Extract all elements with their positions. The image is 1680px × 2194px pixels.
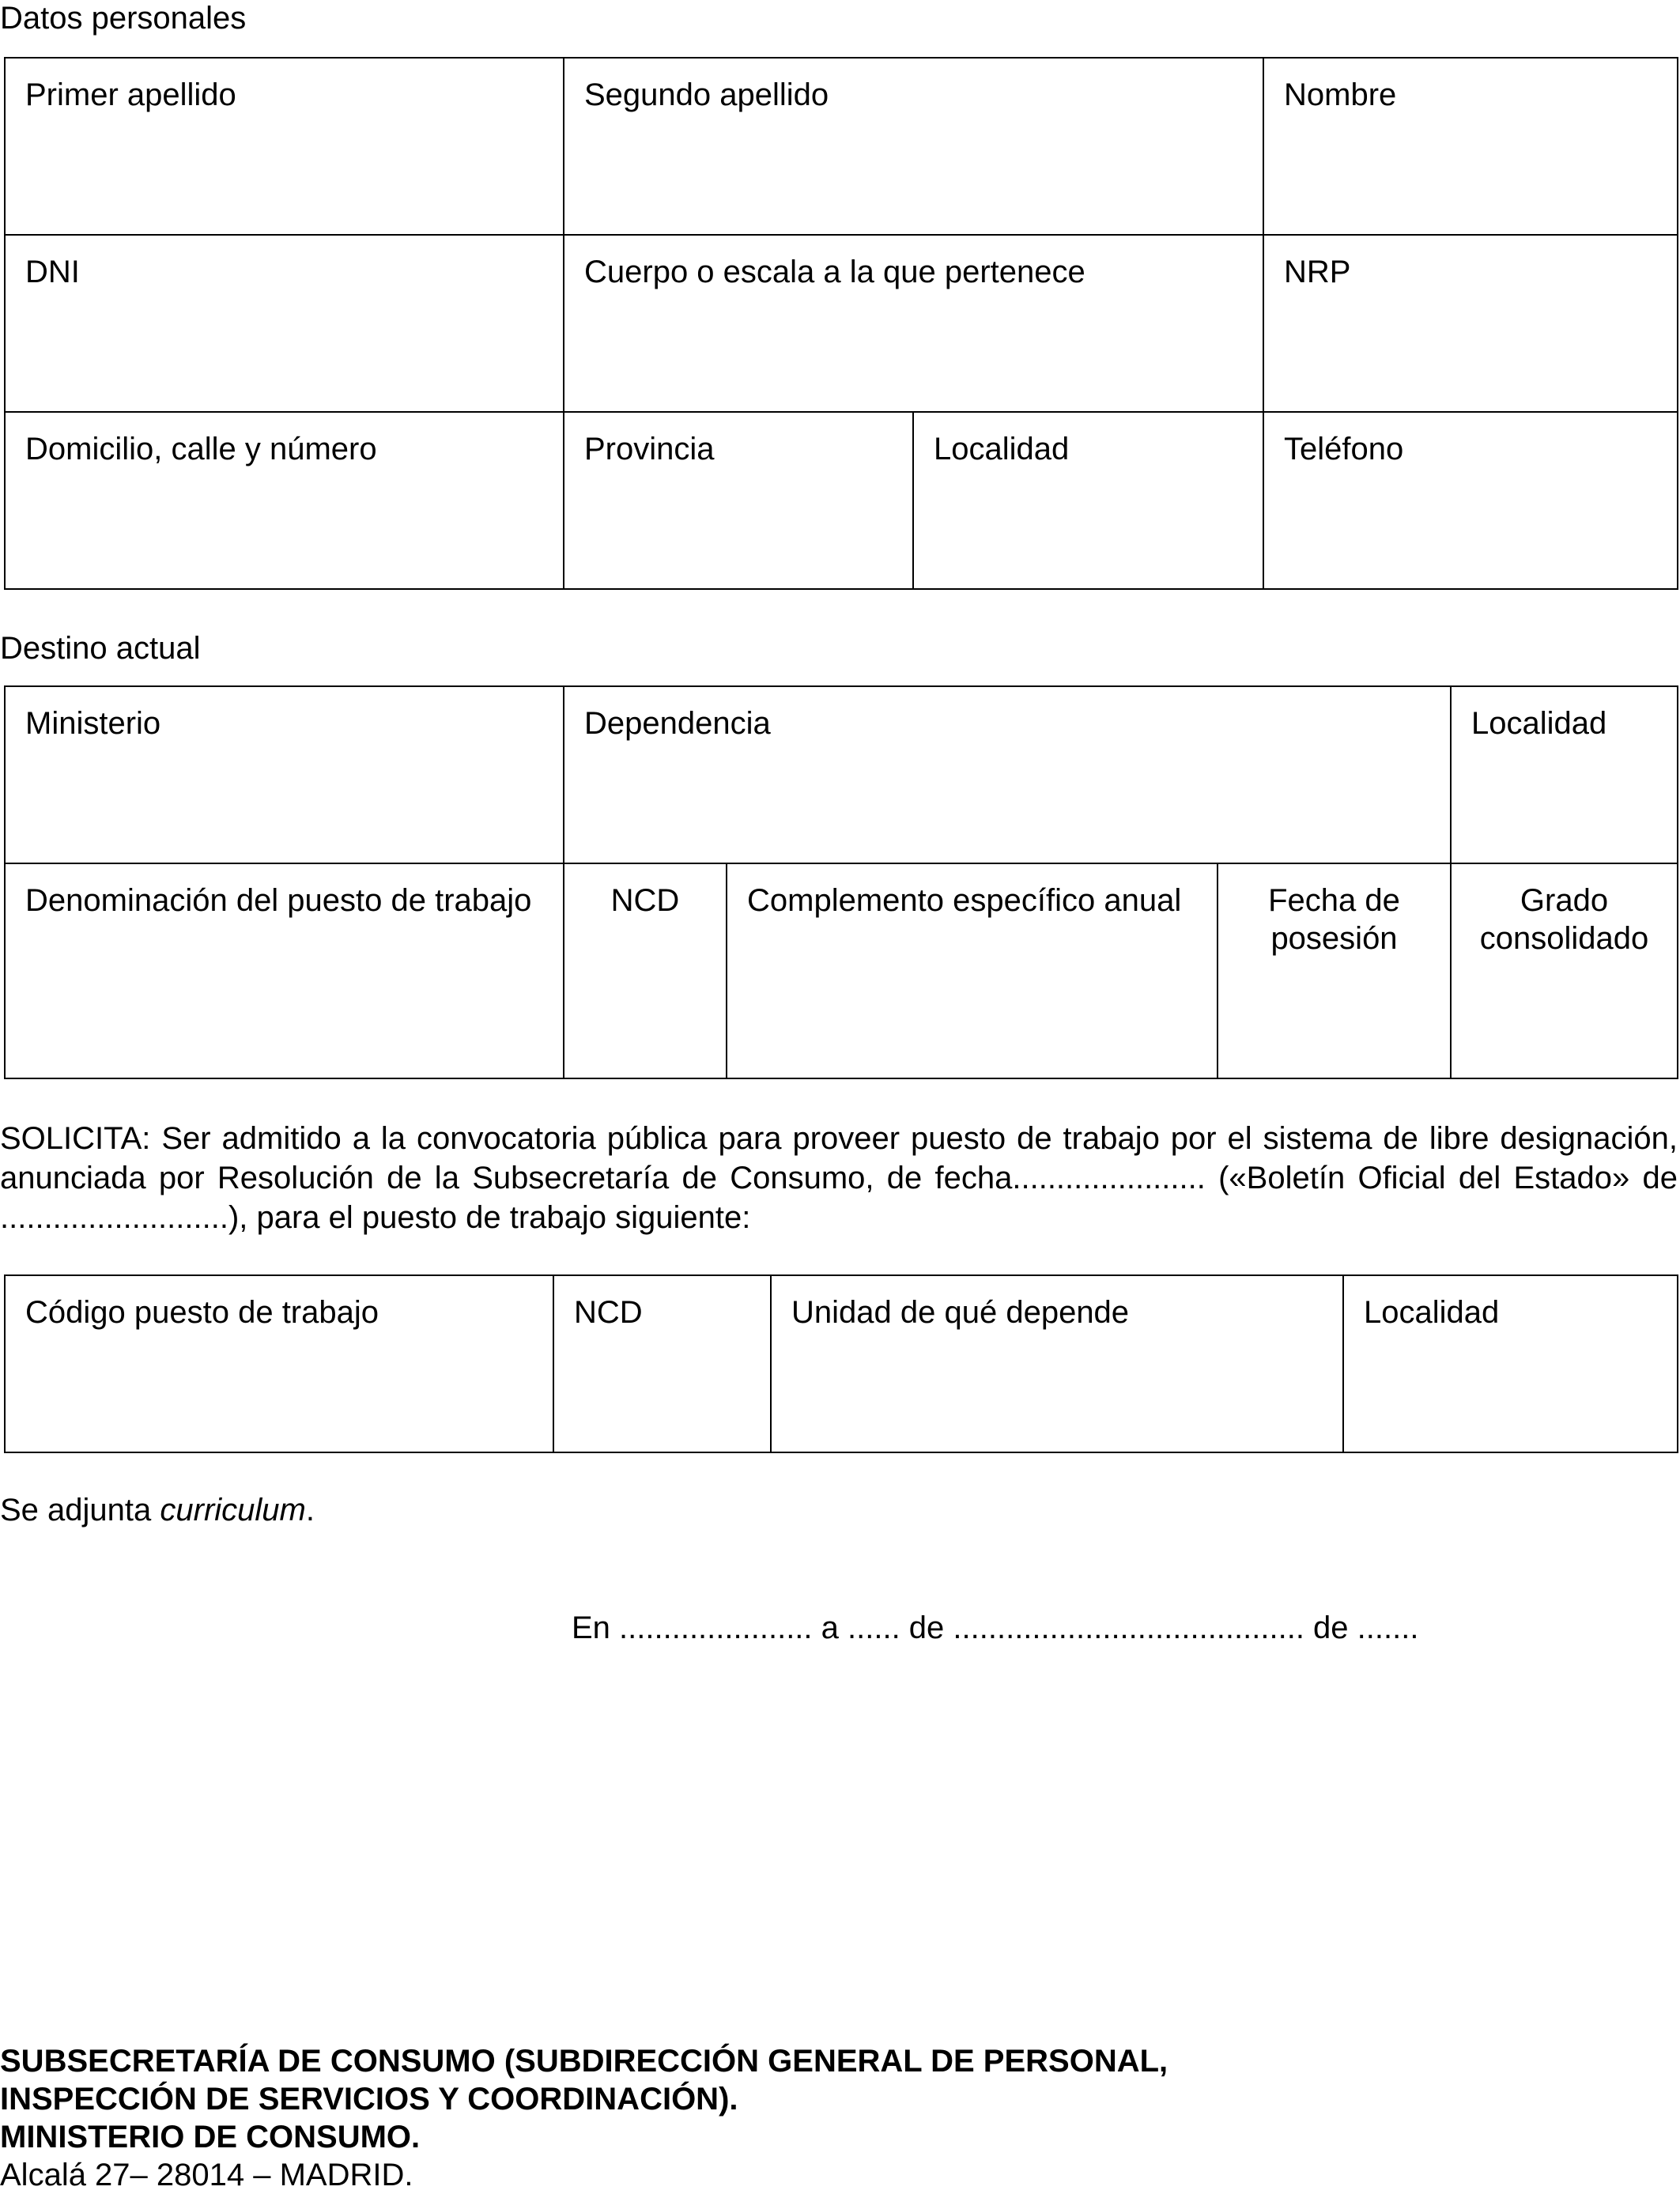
puesto-solicitado-table	[4, 1274, 1678, 1453]
field-complemento-especifico[interactable]: Complemento específico anual	[727, 863, 1218, 1078]
table-row	[5, 235, 1678, 412]
field-segundo-apellido[interactable]: Segundo apellido	[564, 58, 1263, 235]
field-telefono[interactable]: Teléfono	[1263, 412, 1678, 589]
field-fecha-posesion[interactable]: Fecha de posesión	[1218, 863, 1451, 1078]
table-row	[5, 686, 1678, 863]
field-localidad[interactable]: Localidad	[913, 412, 1263, 589]
section-title-datos-personales: Datos personales	[0, 1, 247, 36]
footer-line-2: INSPECCIÓN DE SERVICIOS Y COORDINACIÓN).	[0, 2082, 738, 2117]
table-row	[5, 1275, 1678, 1452]
field-grado-consolidado[interactable]: Grado consolidado	[1451, 863, 1678, 1078]
section-title-destino-actual: Destino actual	[0, 631, 201, 666]
field-localidad-destino[interactable]: Localidad	[1451, 686, 1678, 863]
field-unidad-depende[interactable]: Unidad de qué depende	[771, 1275, 1343, 1452]
footer-line-4: Alcalá 27– 28014 – MADRID.	[0, 2158, 413, 2192]
datos-personales-table	[4, 57, 1678, 590]
field-ministerio[interactable]: Ministerio	[5, 686, 564, 863]
field-dni[interactable]: DNI	[5, 235, 564, 412]
field-primer-apellido[interactable]: Primer apellido	[5, 58, 564, 235]
solicita-paragraph: SOLICITA: Ser admitido a la convocatoria pública para proveer puesto de trabajo por el sistema de libre designación, anunciada por Resolución de la Subsecretaría de Consumo, de fecha...................... («Boletín Oficial del Estado» de ..........................), para el puesto de trabajo siguiente:	[0, 1121, 1678, 1235]
table-row	[5, 58, 1678, 235]
field-codigo-puesto[interactable]: Código puesto de trabajo	[5, 1275, 553, 1452]
field-ncd[interactable]: NCD	[564, 863, 727, 1078]
field-nombre[interactable]: Nombre	[1263, 58, 1678, 235]
destino-actual-table	[4, 685, 1678, 1079]
table-row	[5, 412, 1678, 589]
lugar-fecha-line[interactable]: En ...................... a ...... de ........................................ de .......	[572, 1611, 1419, 1645]
se-adjunta-curriculum: Se adjunta curriculum.	[0, 1493, 315, 1527]
field-domicilio[interactable]: Domicilio, calle y número	[5, 412, 564, 589]
field-denominacion-puesto[interactable]: Denominación del puesto de trabajo	[5, 863, 564, 1078]
field-ncd-puesto[interactable]: NCD	[553, 1275, 771, 1452]
field-provincia[interactable]: Provincia	[564, 412, 913, 589]
field-dependencia[interactable]: Dependencia	[564, 686, 1451, 863]
footer-line-3: MINISTERIO DE CONSUMO.	[0, 2120, 421, 2154]
field-nrp[interactable]: NRP	[1263, 235, 1678, 412]
footer-line-1: SUBSECRETARÍA DE CONSUMO (SUBDIRECCIÓN GENERAL DE PERSONAL,	[0, 2044, 1168, 2079]
field-localidad-puesto[interactable]: Localidad	[1343, 1275, 1678, 1452]
table-row	[5, 863, 1678, 1078]
field-cuerpo-escala[interactable]: Cuerpo o escala a la que pertenece	[564, 235, 1263, 412]
footer-address	[0, 2042, 1168, 2194]
